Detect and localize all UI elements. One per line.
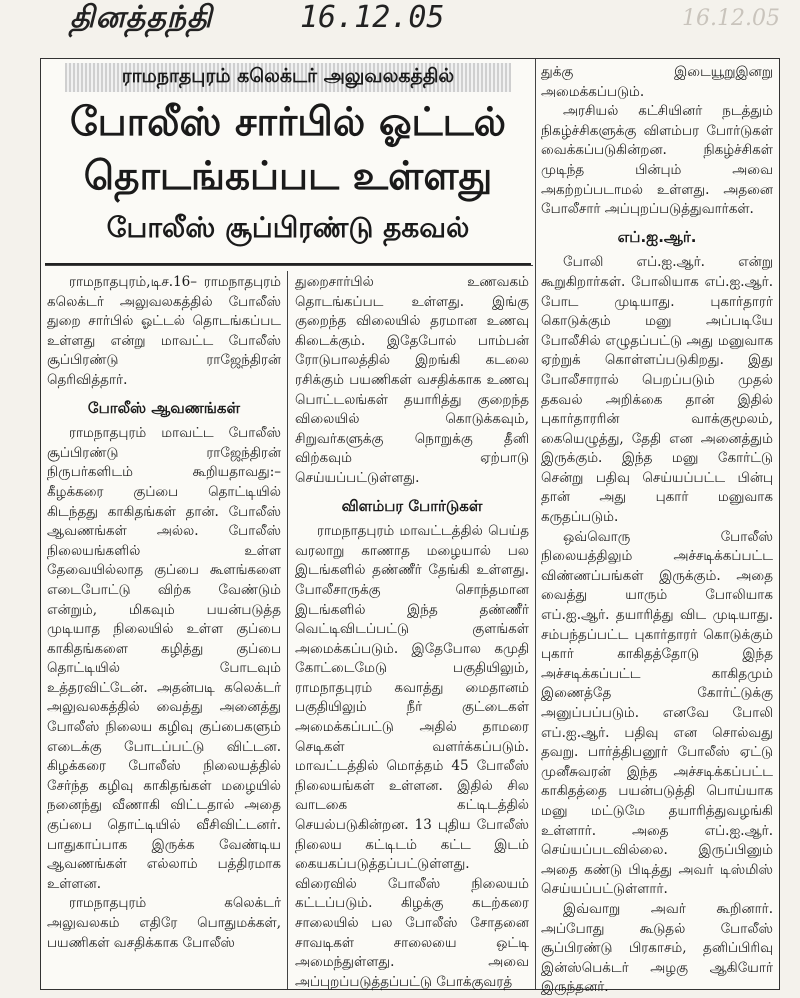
col1-paragraph-2: ராமநாதபுரம் கலெக்டர் அலுவலகம் எதிரே பொதுமக்கள், பயணிகள் வசதிக்காக போலீஸ் (47, 895, 281, 951)
column-rule-right (535, 59, 536, 989)
col3-paragraph-2: அரசியல் கட்சியினர் நடத்தும் நிகழ்ச்சிகளுக்கு விளம்பர போர்டுகள் வைக்கப்படுகின்றன. நிகழ்ச்சிகள் முடிந்த பின்பும் அவை அகற்றப்படாமல் உள்ளது. அதனை போலீசார் அப்புறப்படுத்துவார்கள். (541, 103, 773, 218)
col3-paragraph-4: ஒவ்வொரு போலீஸ் நிலையத்திலும் அச்சடிக்கப்பட்ட விண்ணப்பங்கள் இருக்கும். அதை வைத்து யாரும் போலியாக எப்.ஐ.ஆர். தயாரித்து விட முடியாது. சம்பந்தப்பட்ட புகார்தாரர் கொடுக்கும் புகார் காகிதத்தோடு இந்த அச்சடிக்கப்பட்ட காகிதமும் இணைத்தே கோர்ட்டுக்கு அனுப்பப்படும். எனவே போலி எப்.ஐ.ஆர். பதிவு என சொல்வது தவறு. பார்த்திபனூர் போலீஸ் ஏட்டு முனீசுவரன் இந்த அச்சடிக்கப்பட்ட காகிதத்தை பயன்படுத்தி பொய்யாக மனு மட்டுமே தயாரித்துவழங்கி உள்ளார். அதை எப்.ஐ.ஆர். செய்யப்படவில்லை. இருப்பினும் அதை கண்டு பிடித்து அவர் டிஸ்மிஸ் செய்யப்பட்டுள்ளார். (541, 528, 773, 898)
headline-line-1: போலீஸ் சார்பில் ஓட்டல் (69, 100, 506, 145)
column-rule-left (287, 271, 288, 989)
subhead-fir: எப்.ஐ.ஆர். (617, 227, 697, 246)
article-intro: ராமநாதபுரம்,டிச.16– ராமநாதபுரம் கலெக்டர் அலுவலகத்தில் போலீஸ் துறை சார்பில் ஓட்டல் தொடங்கப்பட உள்ளது என்று மாவட்ட போலீஸ் சூப்பிரண்டு ராஜேந்திரன் தெரிவித்தார். (47, 274, 281, 388)
article-column-1 (47, 273, 281, 985)
article-kicker: ராமநாதபுரம் கலெக்டர் அலுவலகத்தில் (65, 63, 511, 92)
col2-paragraph-2: ராமநாதபுரம் மாவட்டத்தில் பெய்த வரலாறு காணாத மழையால் பல இடங்களில் தண்ணீர் தேங்கி உள்ளது. போலீசாருக்கு சொந்தமான இடங்களில் இந்த தண்ணீர் வெட்டிவிடப்பட்டு குளங்கள் அமைக்கப்படும். இதேபோல கமுதி கோட்டைமேடு பகுதியிலும், ராமநாதபுரம் கவாத்து மைதானம் பகுதியிலும் நீர் குட்டைகள் அமைக்கப்பட்டு அதில் தாமரை செடிகள் வளர்க்கப்படும். மாவட்டத்தில் மொத்தம் 45 போலீஸ் நிலையங்கள் உள்ளன. இதில் சில வாடகை கட்டிடத்தில் செயல்படுகின்றன. 13 புதிய போலீஸ் நிலைய கட்டிடம் கட்ட இடம் கையகப்படுத்தப்பட்டுள்ளது. விரைவில் போலீஸ் நிலையம் கட்டப்படும். கிழக்கு கடற்கரை சாலையில் பல போலீஸ் சோதனை சாவடிகள் சாலையை ஒட்டி அமைந்துள்ளது. அவை அப்புறப்படுத்தப்பட்டு போக்குவரத் (295, 523, 529, 990)
article-column-2 (295, 273, 529, 990)
col2-paragraph-1: துறைசார்பில் உணவகம் தொடங்கப்பட உள்ளது. இங்கு குறைந்த விலையில் தரமான உணவு கிடைக்கும். இதேபோல் பாம்பன் ரோடுபாலத்தில் இறங்கி கடலை ரசிக்கும் பயணிகள் வசதிக்காக உணவு பொட்டலங்கள் தயாரித்து குறைந்த விலையில் கொடுக்கவும், சிறுவர்களுக்கு நொறுக்கு தீனி விற்கவும் ஏற்பாடு செய்யப்பட்டுள்ளது. (295, 274, 529, 486)
headline-line-2: தொடங்கப்பட உள்ளது (83, 154, 493, 199)
col1-paragraph-1: ராமநாதபுரம் மாவட்ட போலீஸ் சூப்பிரண்டு ராஜேந்திரன் நிருபர்களிடம் கூறியதாவது:– கீழக்கரை குப்பை தொட்டியில் கிடந்தது காகிதங்கள் தான். போலீஸ் ஆவணங்கள் அல்ல. போலீஸ் நிலையங்களில் உள்ள தேவையில்லாத குப்பை கூளங்களை எடைபோட்டு விற்க வேண்டும் என்றும், மிகவும் பயன்படுத்த முடியாத நிலையில் உள்ள குப்பை காகிதங்களை கழித்து குப்பை தொட்டியில் போடவும் உத்தரவிட்டேன். அதன்படி கலெக்டர் அலுவலகத்தில் வைத்து அனைத்து போலீஸ் நிலைய கழிவு குப்பைகளும் எடைக்கு போடப்பட்டு விட்டன. கிழக்கரை போலீஸ் நிலையத்தில் சேர்ந்த கழிவு காகிதங்கள் மழையில் நனைந்து வீணாகி விட்டதால் அதை குப்பை தொட்டியில் வீசிவிட்டனர். பாதுகாப்பாக இருக்க வேண்டிய ஆவணங்கள் எல்லாம் பத்திரமாக உள்ளன. (47, 425, 281, 892)
ghost-bleedthrough-date: 16.12.05 (682, 6, 780, 31)
article-column-3 (541, 63, 773, 996)
subheadline: போலீஸ் சூப்பிரண்டு தகவல் (106, 211, 470, 244)
news-clipping (40, 58, 780, 996)
subhead-ad-boards: விளம்பர போர்டுகள் (341, 496, 483, 515)
headline-box (45, 63, 531, 265)
headline-underline (45, 265, 533, 266)
masthead-date: 16.12.05 (300, 0, 445, 35)
masthead-paper-name: தினத்தந்தி (70, 0, 213, 35)
col3-paragraph-1: துக்கு இடையூறுஇனறு அமைக்கப்படும். (541, 64, 773, 100)
subhead-police-documents: போலீஸ் ஆவணங்கள் (87, 398, 241, 417)
col3-paragraph-3: போலி எப்.ஐ.ஆர். என்று கூறுகிறார்கள். போலியாக எப்.ஐ.ஆர். போட முடியாது. புகார்தாரர் கொடுக்கும் மனு அப்படியே போலீசில் எழுதப்பட்டு அது மனுவாக ஏற்றுக் கொள்ளப்படுகிறது. இது போலீசாரால் பெறப்படும் முதல் தகவல் அறிக்கை தான் இதில் புகார்தாரரின் வாக்குமூலம், கையெழுத்து, தேதி என அனைத்தும் இருக்கும். இந்த மனு கோர்ட்டு சென்று பதிவு செய்யப்பட்ட பின்பு தான் அது புகார் மனுவாக கருதப்படும். (541, 254, 773, 526)
col3-paragraph-5: இவ்வாறு அவர் கூறினார். அப்போது கூடுதல் போலீஸ் சூப்பிரண்டு பிரகாசம், தனிப்பிரிவு இன்ஸ்பெக்டர் அழகு ஆகியோர் இருந்தனர். (541, 900, 773, 996)
